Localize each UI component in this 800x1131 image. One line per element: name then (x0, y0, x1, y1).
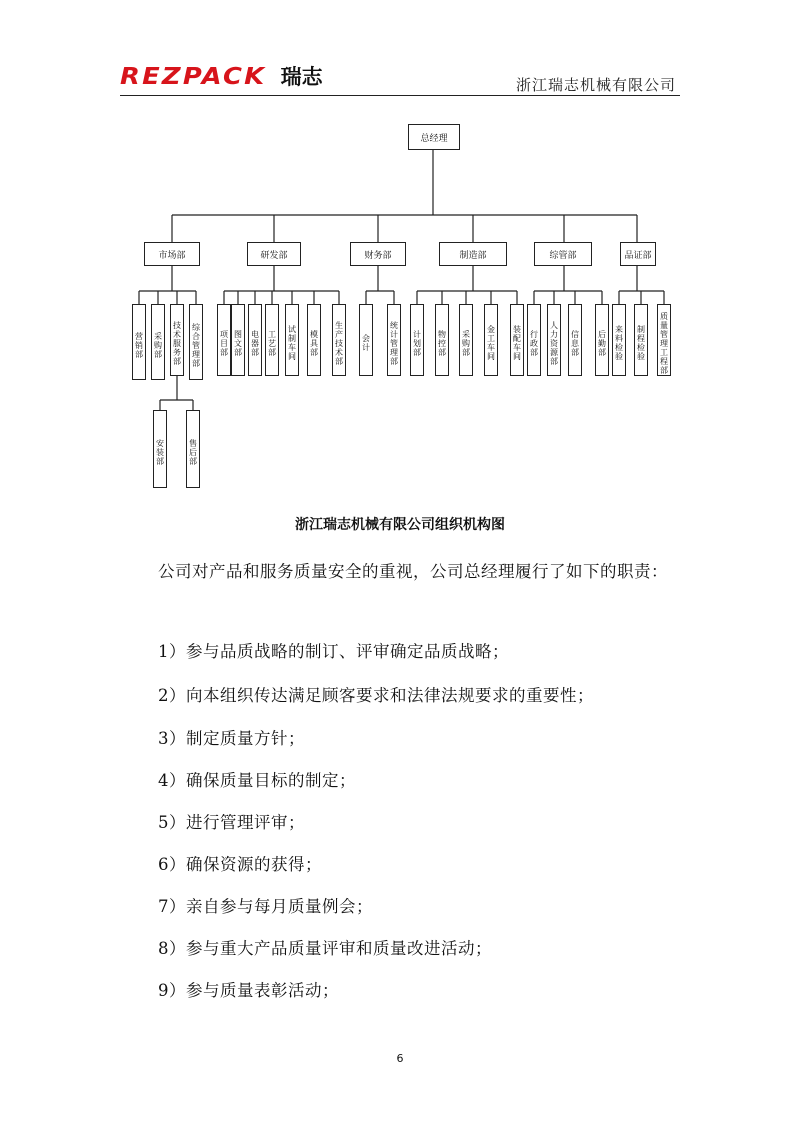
org-node-unit: 行政部 (527, 304, 541, 376)
duty-item: 2）向本组织传达满足顾客要求和法律法规要求的重要性； (158, 686, 594, 705)
org-node-unit: 采购部 (151, 304, 165, 380)
duty-item: 1）参与品质战略的制订、评审确定品质战略； (158, 642, 509, 661)
intro-paragraph: 公司对产品和服务质量安全的重视，公司总经理履行了如下的职责： (158, 562, 668, 581)
org-node-unit: 采购部 (459, 304, 473, 376)
duty-item: 6）确保资源的获得； (158, 855, 322, 874)
org-chart (120, 118, 680, 498)
page-header (120, 62, 680, 98)
org-node-root: 总经理 (408, 124, 460, 150)
org-node-unit: 综合管理部 (189, 304, 203, 380)
org-node-subunit: 安装部 (153, 410, 167, 488)
duty-item: 4）确保质量目标的制定； (158, 771, 356, 790)
figure-caption: 浙江瑞志机械有限公司组织机构图 (295, 517, 505, 533)
org-node-dept-quality: 品证部 (620, 242, 656, 266)
duty-item: 7）亲自参与每月质量例会； (158, 897, 373, 916)
org-node-dept-admin: 综管部 (534, 242, 592, 266)
duty-item: 5）进行管理评审； (158, 813, 305, 832)
header-divider (120, 95, 680, 96)
org-node-unit: 营销部 (132, 304, 146, 380)
org-node-unit: 装配车间 (510, 304, 524, 376)
org-node-unit: 信息部 (568, 304, 582, 376)
company-logo (120, 64, 323, 90)
org-node-unit: 生产技术部 (332, 304, 346, 376)
logo-chinese-text: 瑞志 (280, 65, 323, 89)
org-node-unit: 来料检验 (612, 304, 626, 376)
org-node-unit: 技术服务部 (170, 304, 184, 376)
org-node-dept-market: 市场部 (144, 242, 200, 266)
org-node-unit: 物控部 (435, 304, 449, 376)
org-node-unit: 制程检验 (634, 304, 648, 376)
org-node-dept-rnd: 研发部 (247, 242, 301, 266)
duty-item: 9）参与质量表彰活动； (158, 981, 339, 1000)
duty-item: 8）参与重大产品质量评审和质量改进活动； (158, 939, 492, 958)
page-number: 6 (396, 1052, 404, 1065)
org-node-subunit: 售后部 (186, 410, 200, 488)
org-node-unit: 人力资源部 (547, 304, 561, 376)
org-node-dept-manufacturing: 制造部 (439, 242, 507, 266)
org-node-unit: 后勤部 (595, 304, 609, 376)
org-node-dept-finance: 财务部 (350, 242, 406, 266)
org-node-unit: 金工车间 (484, 304, 498, 376)
company-name: 浙江瑞志机械有限公司 (515, 76, 676, 94)
org-node-unit: 项目部 (217, 304, 231, 376)
org-node-unit: 图文部 (231, 304, 245, 376)
org-node-unit: 工艺部 (265, 304, 279, 376)
org-node-unit: 计划部 (410, 304, 424, 376)
duty-item: 3）制定质量方针； (158, 729, 305, 748)
org-node-unit: 电器部 (248, 304, 262, 376)
org-node-unit: 会计 (359, 304, 373, 376)
logo-latin-text: REZPACK (120, 64, 267, 90)
org-node-unit: 试制车间 (285, 304, 299, 376)
org-node-unit: 质量管理工程部 (657, 304, 671, 376)
org-node-unit: 统计管理部 (387, 304, 401, 376)
org-node-unit: 模具部 (307, 304, 321, 376)
